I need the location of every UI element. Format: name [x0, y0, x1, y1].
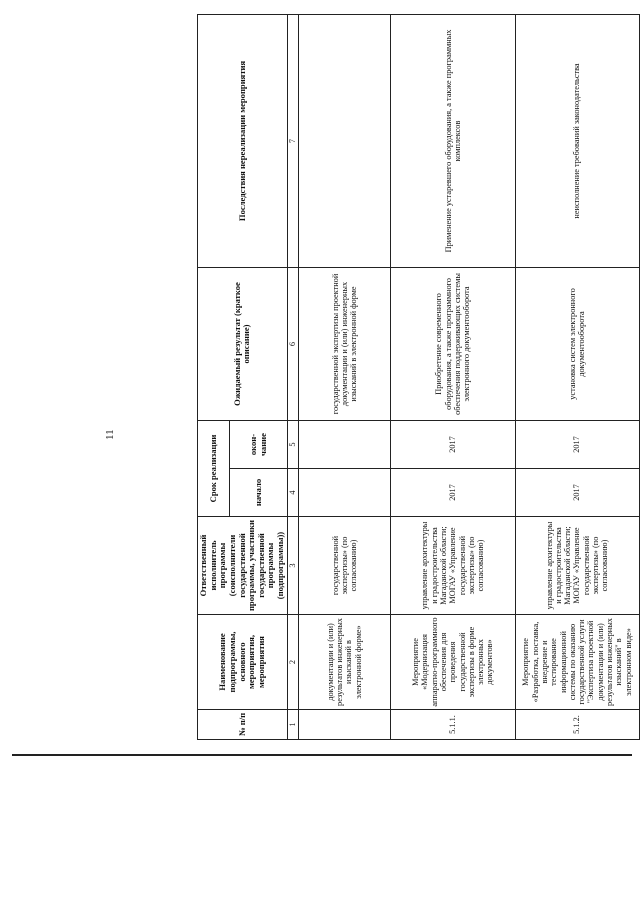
row-end: 2017	[515, 420, 639, 468]
row-consequences: Применение устаревшего оборудования, а также программных комплексов	[391, 14, 515, 267]
table-row	[515, 14, 639, 739]
bottom-rule	[12, 754, 632, 756]
row-name: Мероприятие «Разработка, поставка, внедрение и тестирование информационной системы по оказанию государственной услуги "Экспертиза проектной документации и (или) результатов инженерных изысканий" в электронном виде»	[515, 615, 639, 710]
row-number: 5.1.2.	[515, 710, 639, 740]
column-number: 3	[287, 517, 298, 615]
header-consequences: Последствия нереализации мероприятия	[198, 14, 288, 267]
column-number: 4	[287, 469, 298, 517]
column-number: 5	[287, 420, 298, 468]
row-consequences: неисполнение требований законодательства	[515, 14, 639, 267]
table-row	[298, 14, 391, 739]
row-end	[298, 420, 391, 468]
header-start: начало	[230, 469, 287, 517]
row-result: государственной экспертизы проектной документации и (или) инженерных изысканий в электронной форме	[298, 267, 391, 420]
rotated-table-container	[197, 15, 633, 740]
table-row	[391, 14, 515, 739]
row-end: 2017	[391, 420, 515, 468]
row-name: документации и (или) результатов инженерных изысканий в электронной форме»	[298, 615, 391, 710]
column-number: 1	[287, 710, 298, 740]
header-row	[198, 14, 230, 739]
row-start	[298, 469, 391, 517]
row-start: 2017	[515, 469, 639, 517]
page-number: 11	[104, 429, 116, 440]
column-number: 6	[287, 267, 298, 420]
column-number: 2	[287, 615, 298, 710]
header-no: № п/п	[198, 710, 288, 740]
column-number: 7	[287, 14, 298, 267]
header-name: Наименование подпрограммы, основного мероприятия, мероприятия	[198, 615, 288, 710]
activities-table	[197, 14, 640, 740]
row-responsible: управление архитектуры и градостроительства Магаданской области; МОГАУ «Управление государственной экспертизы» (по согласованию)	[391, 517, 515, 615]
row-result: Приобретение современного оборудования, а также программного обеспечения поддерживающих системы электронного документооборота	[391, 267, 515, 420]
row-responsible: государственной экспертизы» (по согласованию)	[298, 517, 391, 615]
header-responsible: Ответственный исполнитель программы (соисполнители государственной программы, участники государственной программы (подпрограммы))	[198, 517, 288, 615]
row-start: 2017	[391, 469, 515, 517]
row-name: Мероприятие «Модернизация аппаратно-программного обеспечения для проведения государственной экспертизы в форме электронных документов»	[391, 615, 515, 710]
row-number	[298, 710, 391, 740]
row-result: установка систем электронного документооборота	[515, 267, 639, 420]
header-result: Ожидаемый результат (краткое описание)	[198, 267, 288, 420]
row-consequences	[298, 14, 391, 267]
header-end: окон-чание	[230, 420, 287, 468]
column-number-row	[287, 14, 298, 739]
header-period: Срок реализации	[198, 420, 230, 516]
row-responsible: управление архитектуры и градостроительства Магаданской области; МОГАУ «Управление государственной экспертизы» (по согласованию)	[515, 517, 639, 615]
row-number: 5.1.1.	[391, 710, 515, 740]
